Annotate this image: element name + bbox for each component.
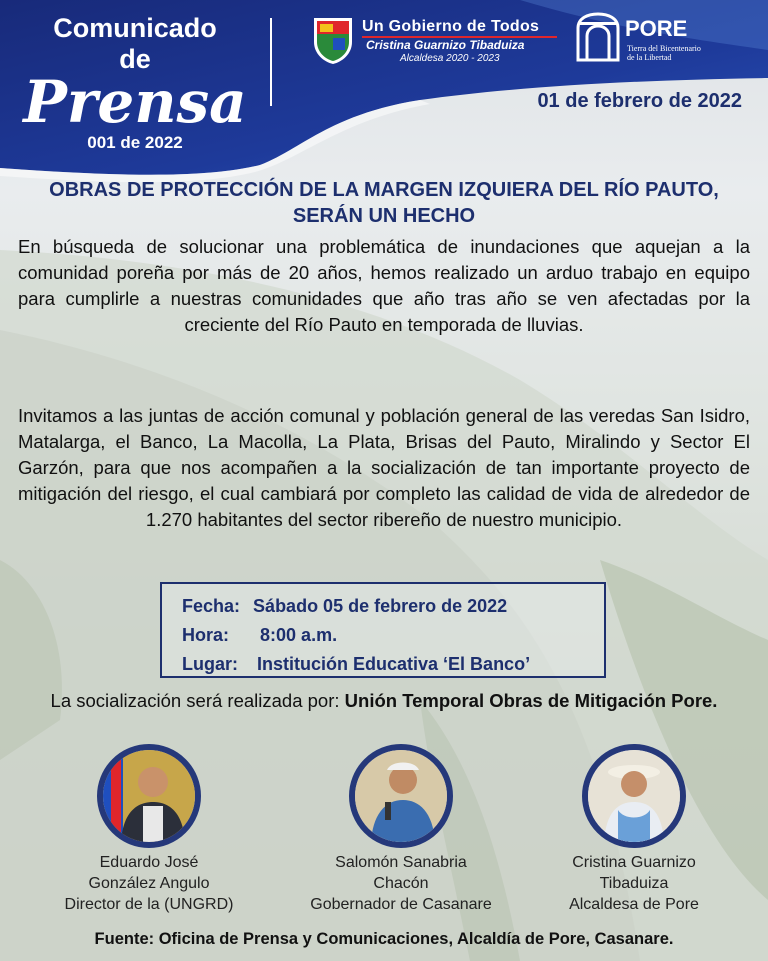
portrait-silhouette-icon [588, 750, 680, 842]
event-date-value: Sábado 05 de febrero de 2022 [253, 596, 508, 616]
person-name-line2: González Angulo [88, 875, 210, 892]
article-title: OBRAS DE PROTECCIÓN DE LA MARGEN IZQUIERA DEL RÍO PAUTO, SERÁN UN HECHO [49, 179, 719, 227]
brand-line-prensa: Prensa [23, 68, 247, 136]
article-paragraph-1: En búsqueda de solucionar una problemática de inundaciones que aquejan a la comunidad poreña por más de 20 años, hemos realizado un arduo trabajo en equipo para cumplirle a nuestras comunidades que año tras año se ven afectadas por la creciente del Río Pauto en temporada de lluvias. [18, 236, 750, 335]
pore-tagline: Tierra del Bicentenario de la Libertad [627, 44, 701, 62]
event-place-row [182, 650, 604, 679]
organizer-name: Unión Temporal Obras de Mitigación Pore. [344, 690, 718, 711]
organizer-line [40, 688, 728, 714]
event-time-value: 8:00 a.m. [260, 625, 338, 645]
pore-logo [575, 12, 725, 74]
event-time-label: Hora: [182, 625, 230, 645]
mayor-name: Cristina Guarnizo Tibaduiza [366, 38, 525, 52]
person-name-line1: Salomón Sanabria [335, 854, 467, 871]
pore-wordmark: PORE [625, 16, 688, 41]
person-name-line1: Cristina Guarnizo [572, 854, 696, 871]
person-name-line1: Eduardo José [99, 854, 199, 871]
municipal-shield-icon [310, 14, 356, 66]
event-date-label: Fecha: [182, 596, 241, 616]
government-logo [310, 12, 565, 72]
source-footer: Fuente: Oficina de Prensa y Comunicaciones, Alcaldía de Pore, Casanare. [94, 930, 674, 948]
article-paragraph-2: Invitamos a las juntas de acción comunal y población general de las veredas San Isidro, Matalarga, el Banco, La Macolla, La Plata, Brisas del Pauto, Miralindo y Sector El Garzón, para que nos acompañen a la socialización de tan importante proyecto de mitigación del riesgo, el cual cambiará por completo las calidad de vida de alrededor de 1.270 habitantes del sector ribereño de nuestro municipio. [18, 405, 750, 530]
event-details-box [160, 582, 606, 678]
person-photo [582, 744, 686, 848]
person-role: Alcaldesa de Pore [569, 896, 699, 913]
brand-line-de: de [119, 44, 151, 74]
event-place-value: Institución Educativa ‘El Banco’ [257, 654, 531, 674]
person-card [291, 744, 511, 915]
brand-line-comunicado: Comunicado [53, 13, 217, 43]
portrait-silhouette-icon [355, 750, 447, 842]
release-date: 01 de febrero de 2022 [537, 90, 742, 112]
press-release-brand [20, 8, 250, 158]
person-role: Director de la (UNGRD) [64, 896, 234, 913]
event-place-label: Lugar: [182, 654, 238, 674]
release-number: 001 de 2022 [87, 133, 183, 152]
person-card [39, 744, 259, 915]
person-photo [349, 744, 453, 848]
person-name-line2: Tibaduiza [599, 875, 669, 892]
pore-gate-icon [575, 12, 621, 62]
event-date-row [182, 592, 604, 621]
person-name-line2: Chacón [373, 875, 429, 892]
person-role: Gobernador de Casanare [310, 896, 492, 913]
header-divider [270, 18, 272, 106]
government-slogan: Un Gobierno de Todos [362, 18, 540, 35]
organizer-prefix: La socialización será realizada por: [50, 690, 340, 711]
person-photo [97, 744, 201, 848]
person-card [524, 744, 744, 915]
event-time-row [182, 621, 604, 650]
portrait-silhouette-icon [103, 750, 195, 842]
mayor-period: Alcaldesa 2020 - 2023 [400, 53, 500, 64]
